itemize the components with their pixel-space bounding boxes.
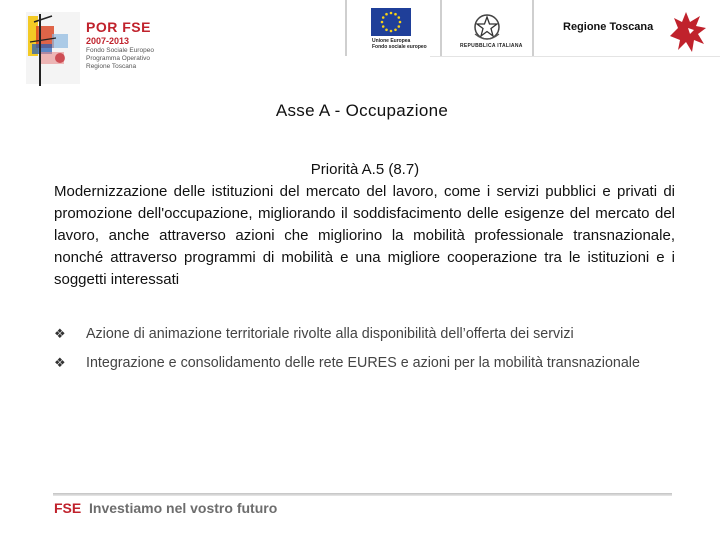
por-fse-subline: Fondo Sociale Europeo <box>86 47 154 54</box>
pegasus-icon <box>664 6 712 56</box>
por-fse-years: 2007-2013 <box>86 36 130 46</box>
header-bar <box>0 0 720 95</box>
por-fse-subline: Regione Toscana <box>86 63 137 70</box>
italian-emblem-icon <box>470 12 504 44</box>
eu-caption-line: Fondo sociale europeo <box>372 44 427 50</box>
header-divider <box>345 0 347 56</box>
diamond-bullet-icon: ❖ <box>54 326 66 341</box>
por-fse-title: POR FSE <box>86 19 151 35</box>
header-rule <box>430 56 720 57</box>
por-fse-subline: Programma Operativo <box>86 55 150 62</box>
eu-caption <box>372 38 427 50</box>
action-list <box>54 324 674 382</box>
list-item <box>54 324 674 344</box>
axis-title: Asse A - Occupazione <box>275 101 449 120</box>
list-item-text: Integrazione e consolidamento delle rete EURES e azioni per la mobilità transnazionale <box>86 355 640 371</box>
header-divider <box>440 0 442 56</box>
list-item-text: Azione di animazione territoriale rivolte alla disponibilità dell’offerta dei servizi <box>86 326 574 342</box>
priority-description: Modernizzazione delle istituzioni del mercato del lavoro, come i servizi pubblici e privati di promozione dell'occupazione, migliorando il soddisfacimento delle esigenze del mercato del lavoro, anche attraverso azioni che migliorino la mobilità professionale transnazionale, nonché attraverso programmi di mobilità e una migliore cooperazione tra le istituzioni e i soggetti interessati <box>54 183 675 288</box>
priority-title: Priorità A.5 (8.7) <box>310 161 420 178</box>
diamond-bullet-icon: ❖ <box>54 355 66 370</box>
eu-caption-line: Unione Europea <box>372 38 411 44</box>
region-name: Regione Toscana <box>563 21 654 33</box>
por-fse-text <box>86 20 154 71</box>
eu-flag-icon <box>371 8 411 36</box>
por-fse-logo-icon <box>22 8 84 88</box>
republic-caption: REPUBBLICA ITALIANA <box>460 43 523 49</box>
footer-slogan: Investiamo nel vostro futuro <box>89 500 278 516</box>
list-item <box>54 353 674 373</box>
footer-fse-label: FSE <box>54 500 82 516</box>
header-divider <box>532 0 534 56</box>
footer-rule <box>53 493 672 496</box>
